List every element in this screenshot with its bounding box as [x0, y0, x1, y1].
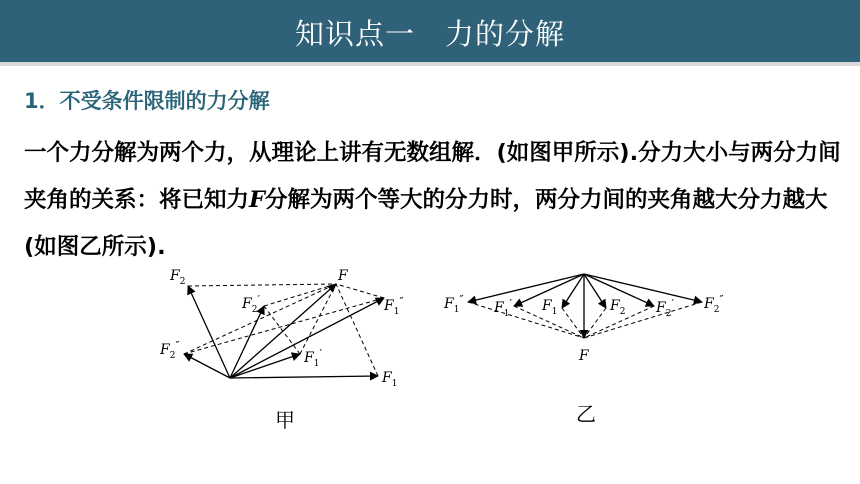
jia-label-F1p: $F_1'$: [304, 347, 322, 369]
figure-jia: [160, 262, 410, 387]
jia-arrow-F2pp: [184, 354, 230, 378]
figure-jia-svg: [160, 262, 410, 387]
jia-label-F2: $F_2$: [170, 268, 186, 287]
yi-label-F1p: $F_1'$: [494, 297, 512, 319]
yi-label-F: F: [579, 348, 589, 364]
figure-yi-svg: [444, 262, 729, 372]
yi-label-F2pp: $F_2''$: [704, 293, 724, 315]
jia-label-F1: $F_1$: [382, 370, 398, 387]
jia-label-F1pp: $F_1''$: [384, 295, 404, 317]
caption-yi: 乙: [576, 402, 596, 426]
figure-yi: [444, 262, 729, 372]
paragraph-part2: 分解为两个等大的分力时，两分力间的夹角越大分力越大(如图乙所示).: [24, 187, 828, 260]
body-paragraph: [24, 130, 844, 271]
caption-jia: 甲: [275, 408, 295, 432]
yi-label-F2p: $F_2'$: [656, 297, 674, 319]
yi-arrow-F2pp: [584, 274, 702, 302]
page-title: 知识点一 力的分解: [294, 17, 565, 51]
yi-arrow-F1pp: [468, 274, 584, 302]
jia-arrow-F2: [188, 286, 230, 378]
yi-label-F1pp: $F_1''$: [444, 293, 464, 315]
force-symbol: F: [249, 187, 265, 213]
jia-arrow-F2p: [230, 306, 264, 378]
jia-label-F: F: [338, 268, 348, 284]
section-heading: 1．不受条件限制的力分解: [24, 89, 270, 113]
jia-arrow-F1: [230, 376, 378, 378]
paragraph-part1: 一个力分解为两个力，从理论上讲有无数组解．(如图甲所示).分力大小与两分力间夹角的关系：将已知力: [24, 140, 841, 213]
yi-label-F2: $F_2$: [610, 298, 626, 317]
jia-label-F2pp: $F_2''$: [160, 339, 180, 361]
jia-label-F2p: $F_2'$: [242, 293, 260, 315]
title-bar: [0, 0, 860, 66]
jia-arrow-F1p: [230, 354, 300, 378]
yi-label-F1: $F_1$: [542, 298, 558, 317]
